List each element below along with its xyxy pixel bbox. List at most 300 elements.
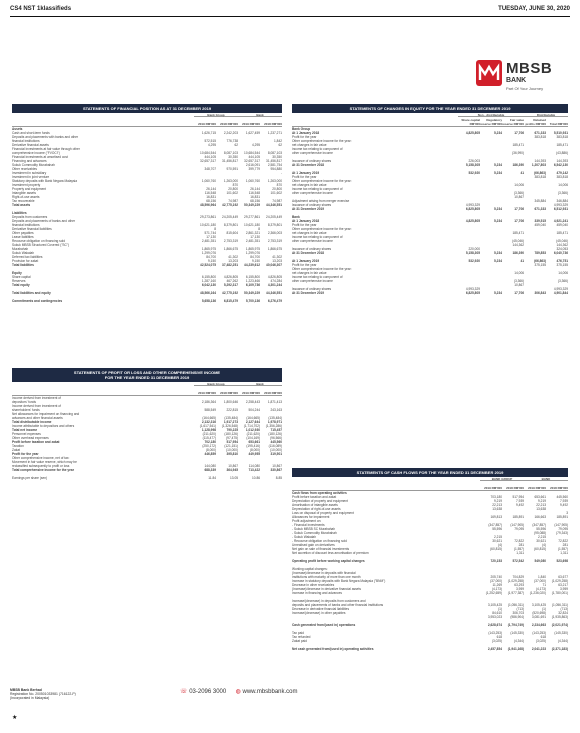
row-value: 1,299,076 [245, 251, 260, 255]
row-value: 345,884 [534, 199, 546, 203]
fp-group: Bank Group [194, 113, 238, 117]
row-value: (3,366) [513, 279, 524, 283]
row-value: (3,025) [491, 639, 502, 643]
row-value: 395,810 [226, 452, 238, 456]
row-value: 9,492 [560, 503, 568, 507]
row-label: depositors' funds [12, 400, 36, 404]
row-value: 205,740 [490, 575, 502, 579]
row-label: Bank [292, 215, 300, 219]
row-label: Intangible assets [12, 191, 36, 195]
pl-col-header: 2018 RM'000 [220, 390, 238, 395]
row-value: 63,217 [558, 583, 568, 587]
row-value: 63,677 [558, 575, 568, 579]
row-label: net changes in fair value [292, 271, 327, 275]
row-value: (1,029,258) [551, 579, 568, 583]
phone-icon: ☏ [180, 689, 188, 695]
row-value: 14,006 [558, 271, 568, 275]
row-label: Loss on disposal of property and equipment [292, 511, 354, 515]
row-label: Income attributable to depositors and others [12, 424, 75, 428]
row-value: (147,905) [510, 523, 524, 527]
row-label: Profit for the year [292, 175, 317, 179]
row-value: 5,510,931 [553, 131, 568, 135]
row-value: 459,040 [534, 223, 546, 227]
row-value: 2,366,003 [267, 231, 282, 235]
row-value: 324,053 [556, 247, 568, 251]
row-value: 5,158,305 [465, 251, 480, 255]
row-value: 720,153 [490, 559, 502, 563]
row-value: 653,661 [248, 440, 260, 444]
mbsb-logo [476, 58, 566, 98]
row-value: 2,457,854 [487, 647, 502, 651]
row-value: 17,706 [514, 131, 524, 135]
row-label: Liabilities [12, 211, 27, 215]
row-value: 2,753,319 [223, 239, 238, 243]
row-label: Zakat [12, 448, 20, 452]
row-value: (37,000) [534, 579, 546, 583]
row-value: 42,775,192 [222, 203, 238, 207]
row-label: Depreciation of right-of-use assets [292, 507, 341, 511]
row-value: 6,512,931 [553, 207, 568, 211]
row-value: 2,132,316 [201, 420, 216, 424]
row-value: 41,302 [272, 255, 282, 259]
row-value: (4,173) [535, 587, 546, 591]
row-value: 4,993,329 [465, 287, 480, 291]
row-label: Earnings per share (sen) [12, 476, 48, 480]
row-label: At 1 January 2018 [292, 131, 320, 135]
row-label: net changes in fair value [292, 143, 327, 147]
table-row [12, 476, 282, 480]
row-value: 14,006 [514, 271, 524, 275]
row-value: (4) [542, 543, 546, 547]
row-value: 226,003 [468, 159, 480, 163]
row-value: 6,276,479 [267, 299, 282, 303]
cf-col-header: 2018 RM'000 [506, 485, 524, 490]
row-value: 618 [496, 635, 502, 639]
row-value: 2,481,351 [245, 239, 260, 243]
row-value: (10,000) [270, 448, 282, 452]
row-value: 8,379,801 [223, 223, 238, 227]
row-value: 62 [234, 143, 238, 147]
cf-col-header: 2018 RM'000 [550, 485, 568, 490]
row-label: At 1 January 2018 [292, 219, 320, 223]
logo-name: MBSB [506, 60, 553, 77]
row-label: other comprehensive income [292, 279, 333, 283]
row-value: 1,311 [560, 551, 568, 555]
row-value: 10,684,544 [200, 151, 216, 155]
row-value: 446,859 [204, 452, 216, 456]
fp-group: Bank [238, 113, 282, 117]
row-value: 588,549 [204, 408, 216, 412]
row-value: 5,658,136 [201, 299, 216, 303]
row-value: (2,021,974) [551, 623, 568, 627]
cf-table [292, 477, 568, 651]
row-value: 476,751 [556, 259, 568, 263]
row-value: (8,000) [249, 448, 260, 452]
row-label: At 31 December 2018 [292, 163, 325, 167]
row-label: Profit for the year [292, 223, 317, 227]
row-value: 2,258,443 [245, 400, 260, 404]
row-value: (1,557) [513, 547, 524, 551]
row-label: Lease liabilities [12, 235, 34, 239]
contact-info [180, 688, 298, 695]
row-value: (135,484) [224, 416, 238, 420]
row-value: (1,252,659) [485, 591, 502, 595]
row-value: 445,560 [556, 495, 568, 499]
row-value: 789,853 [534, 251, 546, 255]
row-value: 8,087,103 [223, 151, 238, 155]
row-value: 17,130 [206, 235, 216, 239]
row-value: 572,515 [204, 139, 216, 143]
row-value: 2,861,321 [245, 231, 260, 235]
row-label: - Recourse obligation on financing sold [292, 539, 347, 543]
row-label: - Sukuk Wakalah [292, 535, 316, 539]
row-value: 9,219 [538, 499, 546, 503]
row-value: 6,815,479 [223, 299, 238, 303]
row-value: (1,557) [557, 547, 568, 551]
row-value: 5,234 [494, 163, 502, 167]
row-label: Other receivables [12, 167, 37, 171]
row-value: (115,477) [202, 436, 216, 440]
row-value: 20,800 [272, 187, 282, 191]
row-value: 10,621,180 [200, 223, 216, 227]
row-value: 1,207,803 [531, 163, 546, 167]
row-label: net changes in fair value [292, 231, 327, 235]
row-value: 55,596 [492, 527, 502, 531]
row-value: 3,105,425 [531, 603, 546, 607]
row-label: At 31 December 2019 [292, 207, 325, 211]
fp-col-header: 2018 RM'000 [264, 121, 282, 126]
row-value: 8.85 [275, 476, 282, 480]
eq-col-header: Share capital RM'000 [461, 118, 480, 126]
row-label: - Financial investments [292, 523, 325, 527]
row-value: 517,954 [512, 495, 524, 499]
row-value: 9,219 [494, 499, 502, 503]
row-label: Other comprehensive income for the year: [292, 139, 352, 143]
row-value: 185,471 [556, 143, 568, 147]
pl-group: Bank [238, 382, 282, 386]
row-label: Equity [12, 271, 22, 275]
row-label: Tax recoverable [12, 199, 35, 203]
eq-title: STATEMENTS OF CHANGES IN EQUITY FOR THE YEAR ENDED 31 DECEMBER 2019 [292, 104, 568, 113]
row-value: 1,866,675 [223, 247, 238, 251]
pl-table [12, 382, 282, 480]
row-value: 5,700,136 [245, 299, 260, 303]
row-value: (1,356,286) [265, 424, 282, 428]
row-label: advances and other financial assets [12, 416, 63, 420]
row-label: Income derived from investment of [12, 404, 61, 408]
fp-col-header: 2019 RM'000 [242, 121, 260, 126]
row-label: comprehensive income ("FVOCI") [12, 151, 60, 155]
row-value: 6,825,805 [465, 291, 480, 295]
row-value: (3,366) [513, 191, 524, 195]
newspaper-header [10, 6, 570, 16]
row-value: (37,000) [490, 579, 502, 583]
row-value: 2,186,364 [201, 400, 216, 404]
row-label: Financial investments at amortised cost [12, 155, 68, 159]
row-value: 2,234,663 [531, 623, 546, 627]
row-value: 41 [520, 171, 524, 175]
row-value: 72,822 [558, 539, 568, 543]
row-value: 571,744 [204, 231, 216, 235]
row-value: 29,277,861 [244, 215, 260, 219]
row-value: 101,602 [226, 191, 238, 195]
row-value: 166,663 [534, 515, 546, 519]
row-value: 42,524,075 [200, 263, 216, 267]
row-value: (1,977,387) [507, 591, 524, 595]
row-value: 383,818 [556, 135, 568, 139]
row-value: 444,105 [248, 155, 260, 159]
row-value: 4,825,805 [465, 131, 480, 135]
row-value: 399,779 [248, 167, 260, 171]
row-value: 870 [232, 183, 238, 187]
row-value: (10,000) [226, 448, 238, 452]
row-value: 26,144 [206, 187, 216, 191]
row-value: 185,891 [512, 515, 524, 519]
row-value: (1,029,258) [507, 579, 524, 583]
row-value: 383,818 [556, 175, 568, 179]
row-label: income tax relating to component of [292, 275, 343, 279]
row-value: 186,390 [512, 163, 524, 167]
newspaper-section: CS4 NST 1klassifieds [10, 6, 72, 12]
row-value: 5,158,305 [465, 163, 480, 167]
row-value: 449,955 [248, 452, 260, 456]
row-label: Tax paid [292, 631, 304, 635]
globe-icon: ◍ [235, 689, 241, 695]
row-value: 7,939 [516, 499, 524, 503]
row-value: 13,203 [228, 259, 238, 263]
row-label: financial institutions [12, 223, 40, 227]
row-value: (1,941,168) [507, 647, 524, 651]
cf-group: BANK GROUP [480, 477, 524, 481]
row-value: 14,006 [514, 183, 524, 187]
row-value: 1,128,998 [201, 428, 216, 432]
row-value: 101,602 [270, 191, 282, 195]
row-label: Deferred tax liabilities [12, 255, 43, 259]
row-label: Decrease in derivative financial liabilities [292, 607, 350, 611]
row-value: 4,295 [208, 143, 216, 147]
table-row [292, 647, 568, 651]
row-label: Operating profit before working capital changes [292, 559, 365, 563]
row-label: Investment in joint venture [12, 175, 50, 179]
row-value: 185,471 [512, 231, 524, 235]
row-label: Property and equipment [12, 187, 47, 191]
row-value: (195,416) [246, 444, 260, 448]
row-label: Cash and short-term funds [12, 131, 50, 135]
row-label: Assets [12, 127, 23, 131]
row-value: 4,901,844 [553, 291, 568, 295]
row-value: (147,905) [554, 523, 568, 527]
row-value: (3,366) [557, 191, 568, 195]
row-label: Issuance of ordinary shares [292, 203, 332, 207]
row-value: 364,945 [226, 468, 238, 472]
row-value: 11,269 [492, 583, 502, 587]
pl-group: Bank Group [194, 382, 238, 386]
row-label: Increase in financing and advances [292, 591, 342, 595]
row-value: 14,006 [558, 183, 568, 187]
row-value: (164,665) [246, 416, 260, 420]
row-label: Profit for the year [292, 263, 317, 267]
row-label: Profit adjustment on: [292, 519, 322, 523]
row-value: 41 [520, 259, 524, 263]
row-value: 10.86 [252, 476, 260, 480]
row-value: (347,857) [532, 523, 546, 527]
row-value: 8,087,103 [267, 151, 282, 155]
row-value: (4,344) [513, 639, 524, 643]
changes-in-equity-statement [292, 104, 568, 295]
row-label: Decrease in other receivables [292, 583, 335, 587]
row-value: (97,475) [226, 436, 238, 440]
financial-position-statement [12, 104, 282, 303]
row-label: Adjustment arising from merger exercise [292, 199, 350, 203]
row-value: 13,638 [536, 507, 546, 511]
row-label: Amortisation of intangible assets [292, 503, 338, 507]
row-value: (4,344) [557, 639, 568, 643]
row-value: 22,213 [492, 503, 502, 507]
row-value: 4,826,805 [267, 275, 282, 279]
row-value: (66,863) [534, 259, 546, 263]
row-label: Sukuk MBSB Structured Covered ("SC") [12, 243, 70, 247]
row-label: Deposits from customers [12, 215, 48, 219]
row-value: 84,700 [206, 255, 216, 259]
row-value: 671,333 [534, 207, 546, 211]
row-value: 348,707 [204, 167, 216, 171]
row-value: 330,867 [270, 468, 282, 472]
row-value: 815,604 [226, 231, 238, 235]
row-value: 1,917,273 [223, 420, 238, 424]
row-value: 74,987 [272, 199, 282, 203]
row-value: 5,234 [494, 291, 502, 295]
row-value: 17,706 [514, 291, 524, 295]
row-label: Other overhead expenses [12, 436, 49, 440]
row-value: 6,040,736 [553, 251, 568, 255]
row-value: 6,155,800 [201, 275, 216, 279]
website-link[interactable]: www.mbsbbank.com [242, 689, 298, 695]
row-value: 30,350 [228, 155, 238, 159]
row-label: Financial investments at fair value through other [12, 147, 80, 151]
row-value: 3,105,425 [487, 603, 502, 607]
row-value: (347,857) [488, 523, 502, 527]
row-label: Total assets [12, 203, 31, 207]
row-value: (520,698) [532, 611, 546, 615]
row-label: Other comprehensive income for the year: [292, 179, 352, 183]
row-label: At 1 January 2019 [292, 259, 320, 263]
row-value: 653,661 [534, 495, 546, 499]
row-value: (116,089) [268, 444, 282, 448]
row-value: 8,379,801 [267, 223, 282, 227]
row-label: Increase/(decrease) in deposits from customers and [292, 599, 366, 603]
cf-col-header: 2019 RM'000 [528, 485, 546, 490]
row-value: (3,025) [535, 639, 546, 643]
row-label: Deposits and placements with banks and other [12, 135, 79, 139]
row-value: 48,566,164 [200, 291, 216, 295]
footer-line: (Incorporated in Malaysia) [10, 696, 50, 700]
row-value: 116,548 [248, 191, 260, 195]
cf-group: BANK [524, 477, 568, 481]
row-label: Working capital changes: [292, 567, 328, 571]
row-value: 9,150 [208, 259, 216, 263]
row-value: 9,492 [516, 503, 524, 507]
row-value: (1) [498, 607, 502, 611]
row-value: (1,236,020) [529, 591, 546, 595]
row-value: 1,866,675 [267, 247, 282, 251]
row-label: Financing and advances [12, 159, 47, 163]
row-value: 1,060,760 [201, 179, 216, 183]
row-value: 671,333 [534, 131, 546, 135]
row-value: (211,620) [246, 432, 260, 436]
row-value: 444,105 [204, 155, 216, 159]
eq-col-header: Regulatory reserve RM'000 [480, 118, 502, 126]
row-value: 4,993,329 [553, 203, 568, 207]
row-value: 532,920 [468, 259, 480, 263]
row-label: Depreciation of property and equipment [292, 499, 348, 503]
row-value: (60,815) [534, 547, 546, 551]
row-value: 169,813 [490, 515, 502, 519]
row-label: Murabahah [12, 247, 29, 251]
row-value: 37,482,251 [222, 263, 238, 267]
row-value: 479,142 [556, 171, 568, 175]
row-value: (45,046) [512, 239, 524, 243]
row-value: 13.05 [230, 476, 238, 480]
row-value: 4,295 [252, 143, 260, 147]
row-value: (1,056,311) [507, 603, 524, 607]
row-label: Total net income [12, 428, 38, 432]
row-value: 10,621,180 [244, 223, 260, 227]
row-value: (96,566) [270, 436, 282, 440]
row-value: 55,596 [536, 527, 546, 531]
row-value: (211,620) [202, 432, 216, 436]
row-value: 445,560 [270, 440, 282, 444]
row-label: Net accretion of discount less amortisation of premium [292, 551, 369, 555]
row-value: 5,234 [494, 207, 502, 211]
row-value: 4,301,244 [267, 283, 282, 287]
logo-sub: BANK [506, 77, 527, 84]
row-value: 704,829 [512, 575, 524, 579]
row-label: Commitments and contingencies [12, 299, 63, 303]
row-value: 30,621 [492, 539, 502, 543]
row-label: Total distributable income [12, 420, 52, 424]
row-value: 3,953,023 [487, 615, 502, 619]
row-value: 26,144 [250, 187, 260, 191]
row-value: 30,350 [272, 155, 282, 159]
row-value: 1,978,971 [267, 420, 282, 424]
row-value: 32,824 [558, 611, 568, 615]
row-value: (36,990) [512, 151, 524, 155]
row-label: At 1 January 2019 [292, 171, 320, 175]
row-value: 2,242,203 [223, 131, 238, 135]
row-label: deposits and placements of banks and other financial institutions [292, 603, 384, 607]
row-value: 1,865,975 [245, 247, 260, 251]
row-label: Other comprehensive income, net of tax: [12, 456, 70, 460]
row-value: 6,155,800 [245, 275, 260, 279]
row-label: Other payables [12, 231, 34, 235]
row-value: (250,172) [202, 444, 216, 448]
row-value: 31,456,817 [222, 159, 238, 163]
row-value: 10,867 [514, 195, 524, 199]
row-value: 13,638 [492, 507, 502, 511]
row-value: 4,921,241 [553, 219, 568, 223]
row-value: 8 [214, 227, 216, 231]
row-value: 6,542,130 [553, 163, 568, 167]
row-label: Investment property [12, 183, 41, 187]
row-value: 3 [566, 511, 568, 515]
eq-table [292, 113, 568, 295]
row-label: Investment in subsidiary [12, 171, 47, 175]
row-label: Taxation [12, 444, 24, 448]
row-value: 84,610 [492, 611, 502, 615]
row-value: (45,046) [556, 239, 568, 243]
row-value: 474,284 [270, 279, 282, 283]
row-value: 1,012,930 [245, 428, 260, 432]
